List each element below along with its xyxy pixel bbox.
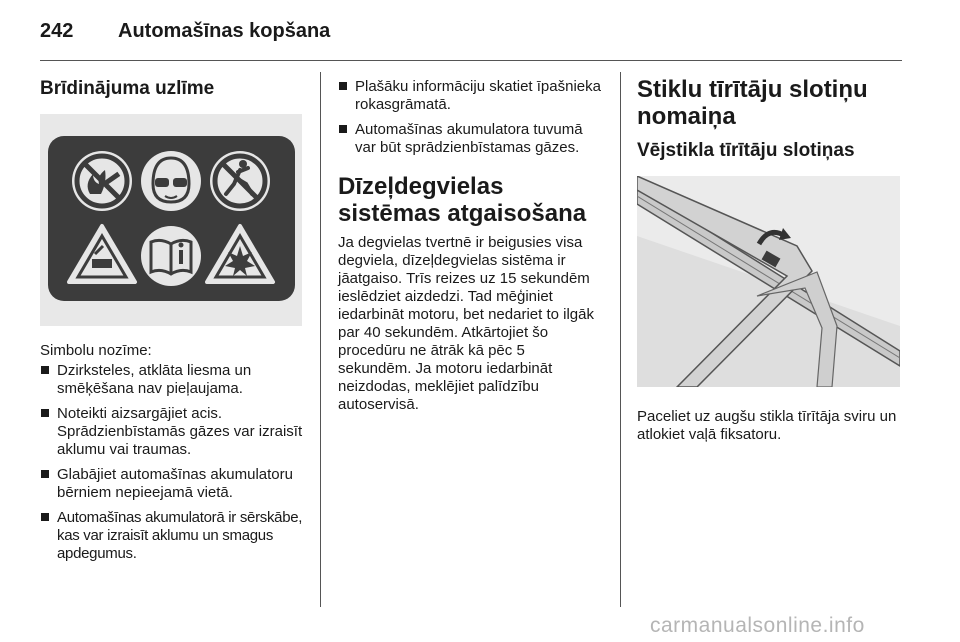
column-divider-2 (620, 72, 621, 607)
no-flame-icon (72, 151, 132, 211)
list-item: Glabājiet automašīnas akumulatoru bērniem nepieejamā vietā. (40, 466, 306, 502)
page-number: 242 (40, 20, 74, 42)
column-2 (338, 72, 606, 414)
warning-label-heading: Brīdinājuma uzlīme (40, 78, 215, 99)
symbols-list (40, 362, 306, 563)
watermark: carmanualsonline.info (650, 614, 865, 637)
windscreen-wiper-subheading: Vējstikla tīrītāju slotiņas (637, 140, 855, 161)
warning-label-illustration (40, 114, 302, 326)
bullet-icon (41, 513, 49, 521)
list-item: Automašīnas akumulatora tuvumā var būt sprādzienbīstamas gāzes. (338, 121, 606, 157)
wiper-instruction: Paceliet uz augšu stikla tīrītāja sviru un atlokiet vaļā fiksatoru. (637, 408, 897, 443)
eye-protection-icon (141, 151, 201, 211)
manual-icon (141, 226, 201, 286)
bullet-icon (41, 366, 49, 374)
warning-label-figure (40, 114, 302, 326)
diesel-bleeding-heading: Dīzeļdegvielas sistēmas atgaisošana (338, 173, 587, 227)
symbols-intro: Simbolu nozīme: (40, 342, 152, 359)
wiper-figure (637, 176, 900, 387)
page-header (40, 20, 330, 43)
list-item: Noteikti aizsargājiet acis. Sprādzienbīstamās gāzes var izraisīt aklumu vai traumas. (40, 405, 306, 459)
battery-notes-list (338, 78, 606, 157)
bullet-icon (41, 409, 49, 417)
column-3 (637, 72, 902, 444)
bullet-icon (41, 470, 49, 478)
list-item: Plašāku informāciju skatiet īpašnieka rokasgrāmatā. (338, 78, 606, 114)
column-divider-1 (320, 72, 321, 607)
header-rule (40, 60, 902, 61)
column-1 (40, 72, 306, 570)
bullet-icon (339, 82, 347, 90)
wiper-illustration (637, 176, 900, 387)
diesel-bleeding-body: Ja degvielas tvertnē ir beigusies visa degviela, dīzeļdegvielas sistēma ir jāatgaiso. Trīs reizes uz 15 sekundēm ieslēdziet aizdedzi. Tad mēģiniet iedarbināt motoru, bet nedariet to ilgāk par 40 sekundēm. Atkārtojiet šo procedūru ne ātrāk kā pēc 5 sekundēm. Ja motoru iedarbināt neizdodas, meklējiet palīdzību autoservisā. (338, 234, 594, 413)
list-item: Automašīnas akumulatorā ir sērskābe, kas var izraisīt aklumu un smagus apdegumus. (40, 509, 306, 563)
no-children-icon (210, 151, 270, 211)
wiper-replacement-heading: Stiklu tīrītāju slotiņu nomaiņa (637, 76, 868, 130)
bullet-icon (339, 125, 347, 133)
page-title: Automašīnas kopšana (118, 20, 331, 42)
list-item: Dzirksteles, atklāta liesma un smēķēšana nav pieļaujama. (40, 362, 306, 398)
